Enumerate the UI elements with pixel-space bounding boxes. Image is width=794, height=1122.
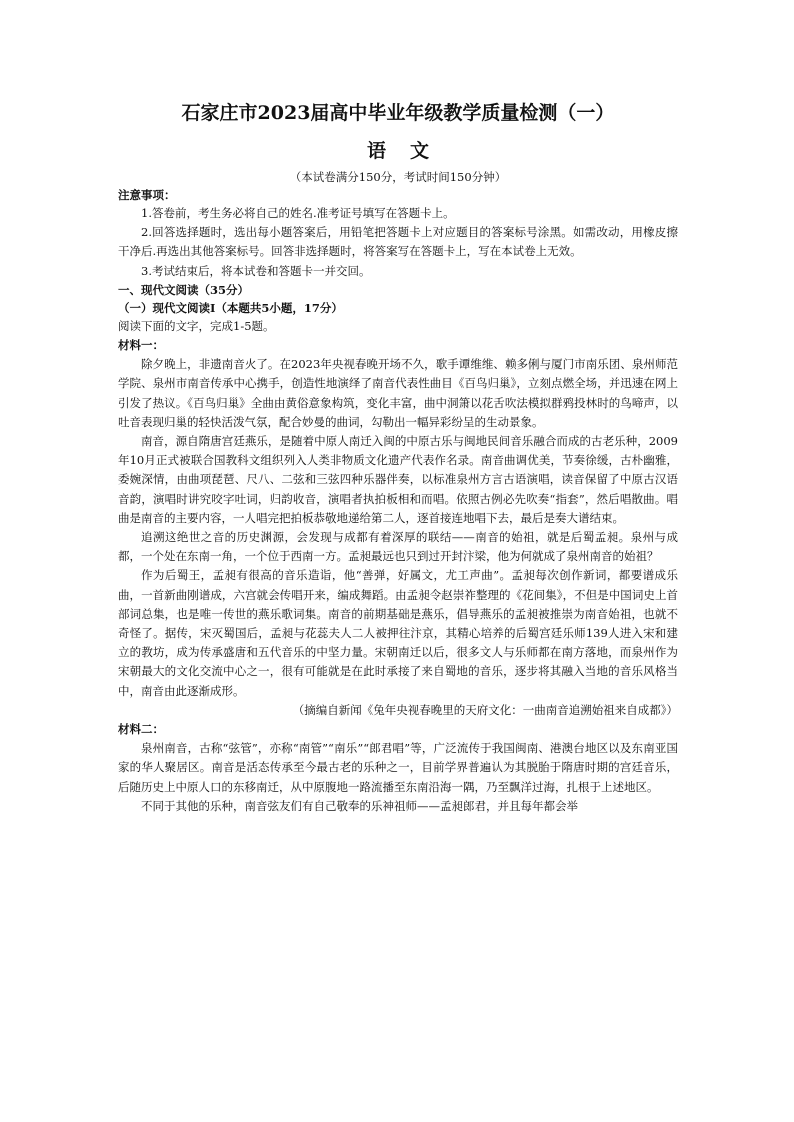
material-1-label: 材料一： [118, 338, 164, 353]
exam-title: 石家庄市2023届高中毕业年级教学质量检测（一） [181, 102, 615, 124]
material-1-paragraph: 作为后蜀王，孟昶有很高的音乐造诣，他“善弹，好属文，尤工声曲”。孟昶每次创作新词，都要谱成乐曲，一首新曲刚谱成，六宫就会传唱开来，编成舞蹈。由孟昶令赵崇祚整理的《花间集》，不但是中国词史上首部词总集，也是唯一传世的燕乐歌词集。南音的前期基础是燕乐，倡导燕乐的孟昶被推崇为南音始祖，也就不奇怪了。据传，宋灭蜀国后，孟昶与花蕊夫人二人被押往汴京，其精心培养的后蜀宫廷乐师139人进入宋和建立的教坊，成为传承盛唐和五代音乐的中坚力量。宋朝南迁以后，很多文人与乐师都在南方落地，而泉州作为宋朝最大的文化交流中心之一，很有可能就是在此时承接了来自蜀地的音乐，逐步将其融入当地的音乐风格当中，南音由此逐渐成形。 [118, 568, 678, 698]
material-1-paragraph: 追溯这绝世之音的历史渊源，会发现与成都有着深厚的联结——南音的始祖，就是后蜀孟昶。泉州与成都，一个处在东南一角，一个位于西南一方。孟昶最远也只到过开封汴梁，他为何就成了泉州南音的始祖？ [118, 530, 678, 564]
subject-char-1: 语 [366, 140, 386, 162]
subject-char-2: 文 [410, 140, 430, 162]
exam-page [118, 100, 678, 816]
subject-title [118, 138, 678, 164]
notice-heading: 注意事项： [118, 188, 176, 202]
material-2-paragraph: 不同于其他的乐种，南音弦友们有自己敬奉的乐神祖师——孟昶郎君，并且每年都会举 [141, 798, 578, 813]
section-instruction: 阅读下面的文字，完成1-5题。 [118, 318, 275, 333]
material-2-label: 材料二： [118, 722, 164, 737]
notice-item: 2.回答选择题时，选出每小题答案后，用铅笔把答题卡上对应题目的答案标号涂黑。如需改动，用橡皮擦干净后.再选出其他答案标号。回答非选择题时，将答案写在答题卡上，写在本试卷上无效。 [118, 225, 678, 259]
notice-item: 1.答卷前，考生务必将自己的姓名.准考证号填写在答题卡上。 [141, 206, 455, 220]
section-heading: 一、现代文阅读（35分） [118, 282, 250, 297]
material-2-paragraph: 泉州南音，古称“弦管”，亦称“南管”“南乐”“郎君唱”等，广泛流传于我国闽南、港澳台地区以及东南亚国家的华人聚居区。南音是活态传承至今最古老的乐种之一，目前学界普遍认为其脱胎于隋唐时期的宫廷音乐，后随历史上中原人口的东移南迁，从中原腹地一路流播至东南沿海一隅，乃至飘洋过海，扎根于上述地区。 [118, 741, 678, 794]
material-1-paragraph: 南音，源自隋唐宫廷燕乐，是随着中原人南迁入闽的中原古乐与闽地民间音乐融合而成的古老乐种，2009年10月正式被联合国教科文组织列入人类非物质文化遗产代表作名录。南音曲调优美，节奏徐缓，古朴幽雅，委婉深情，由曲项琵琶、尺八、二弦和三弦四种乐器伴奏，以标准泉州方言古语演唱，读音保留了中原古汉语音韵，演唱时讲究咬字吐词，归韵收音，演唱者执拍板相和而唱。依照古例必先吹奏“指套”，然后唱散曲。唱曲是南音的主要内容，一人唱完把拍板恭敬地递给第二人，逐首接连地唱下去，最后是奏大谱结束。 [118, 434, 678, 525]
material-1-paragraph: 除夕晚上，非遗南音火了。在2023年央视春晚开场不久，歌手谭维维、赖多俐与厦门市南乐团、泉州师范学院、泉州市南音传承中心携手，创造性地演绎了南音代表性曲目《百鸟归巢》，立刻点燃全场，并迅速在网上引发了热议。《百鸟归巢》全曲由黄俗意象构筑，变化丰富，曲中洞箫以花舌吹法模拟群鸦投林时的鸟啼声，以吐音表现归巢的轻快活泼气氛，配合妙曼的曲词，勾勒出一幅异彩纷呈的生动景象。 [118, 357, 678, 429]
section-sub-heading: （一）现代文阅读Ⅰ（本题共5小题，17分） [118, 300, 343, 315]
material-1-source: （摘编自新闻《兔年央视春晚里的天府文化：一曲南音追溯始祖来自成都》） [292, 702, 678, 717]
exam-note: （本试卷满分150分，考试时间150分钟） [289, 170, 507, 184]
notice-item: 3.考试结束后，将本试卷和答题卡一并交回。 [141, 263, 371, 278]
